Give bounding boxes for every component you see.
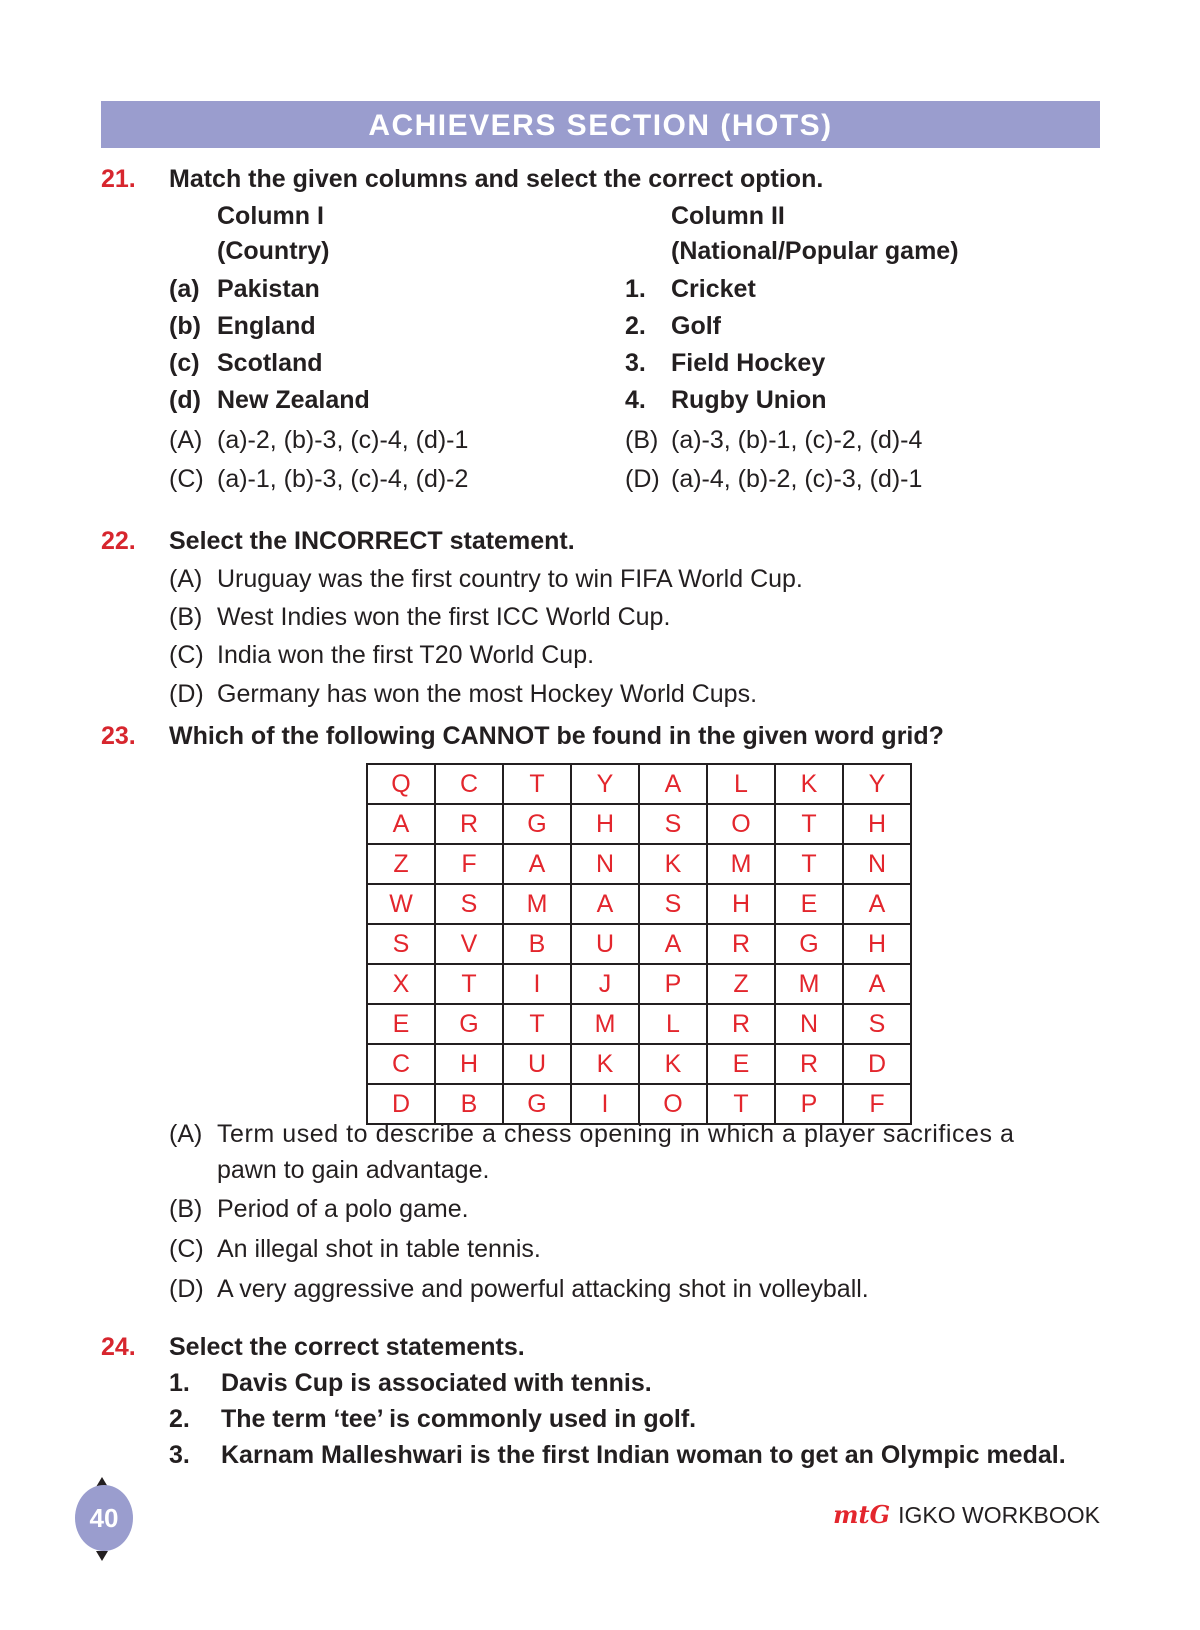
country: New Zealand [217,386,370,414]
grid-row [367,1084,911,1124]
column-1-subheader: (Country) [217,237,330,265]
grid-cell: T [707,1084,775,1124]
grid-cell: X [367,964,435,1004]
grid-cell: H [435,1044,503,1084]
game: Cricket [671,275,756,303]
brand-logo: mtG [833,1500,891,1529]
option-text: (a)-3, (b)-1, (c)-2, (d)-4 [671,426,923,454]
grid-cell: P [639,964,707,1004]
grid-cell: E [707,1044,775,1084]
grid-row [367,764,911,804]
game-number: 1. [625,275,646,303]
grid-row [367,804,911,844]
option-label: (D) [169,680,204,708]
statement-number: 2. [169,1405,190,1433]
grid-cell: N [571,844,639,884]
option-text: An illegal shot in table tennis. [217,1235,541,1263]
footer-brand [833,1500,1100,1529]
statement-number: 3. [169,1441,190,1469]
grid-cell: E [775,884,843,924]
grid-cell: T [435,964,503,1004]
grid-cell: M [503,884,571,924]
option-text: (a)-1, (b)-3, (c)-4, (d)-2 [217,465,469,493]
grid-cell: A [843,964,911,1004]
grid-cell: M [775,964,843,1004]
grid-cell: V [435,924,503,964]
grid-cell: A [571,884,639,924]
grid-cell: A [367,804,435,844]
grid-cell: I [503,964,571,1004]
grid-cell: H [843,804,911,844]
option-text: (a)-2, (b)-3, (c)-4, (d)-1 [217,426,469,454]
statement-text: Karnam Malleshwari is the first Indian woman to get an Olympic medal. [221,1441,1066,1469]
grid-cell: O [639,1084,707,1124]
option-label: (B) [625,426,659,454]
question-number: 21. [101,165,136,193]
grid-cell: B [503,924,571,964]
grid-row [367,924,911,964]
grid-row [367,884,911,924]
grid-cell: L [639,1004,707,1044]
grid-cell: T [775,804,843,844]
option-text: Germany has won the most Hockey World Cups. [217,680,758,708]
statement-number: 1. [169,1369,190,1397]
option-text-line-2: pawn to gain advantage. [217,1156,490,1184]
column-2-subheader: (National/Popular game) [671,237,959,265]
option-label: (D) [169,1275,204,1303]
option-text: Uruguay was the first country to win FIFA World Cup. [217,565,803,593]
option-label: (C) [169,641,204,669]
grid-cell: R [707,1004,775,1044]
grid-cell: S [843,1004,911,1044]
grid-cell: P [775,1084,843,1124]
workbook-title: IGKO WORKBOOK [898,1502,1100,1528]
question-text: Match the given columns and select the correct option. [169,165,824,193]
grid-cell: G [435,1004,503,1044]
statement-text: Davis Cup is associated with tennis. [221,1369,652,1397]
grid-cell: L [707,764,775,804]
grid-cell: W [367,884,435,924]
grid-cell: A [503,844,571,884]
grid-cell: R [775,1044,843,1084]
grid-cell: K [775,764,843,804]
grid-cell: Y [843,764,911,804]
grid-cell: C [367,1044,435,1084]
option-label: (A) [169,1120,203,1148]
option-text: Period of a polo game. [217,1195,469,1223]
grid-cell: U [503,1044,571,1084]
grid-cell: T [775,844,843,884]
country: England [217,312,316,340]
grid-cell: U [571,924,639,964]
grid-cell: K [639,1044,707,1084]
grid-cell: H [843,924,911,964]
grid-row [367,1044,911,1084]
country: Scotland [217,349,323,377]
row-label: (c) [169,349,200,377]
page-number: 40 [75,1485,133,1551]
grid-cell: N [843,844,911,884]
grid-cell: A [639,924,707,964]
game: Field Hockey [671,349,826,377]
grid-cell: Z [367,844,435,884]
grid-cell: M [571,1004,639,1044]
grid-cell: G [503,804,571,844]
question-number: 22. [101,527,136,555]
grid-cell: T [503,1004,571,1044]
grid-cell: Z [707,964,775,1004]
grid-cell: S [435,884,503,924]
grid-cell: R [435,804,503,844]
word-grid [366,763,912,1125]
option-label: (C) [169,465,204,493]
grid-cell: S [639,884,707,924]
grid-cell: G [775,924,843,964]
grid-cell: S [639,804,707,844]
grid-cell: E [367,1004,435,1044]
option-label: (B) [169,603,203,631]
grid-cell: D [367,1084,435,1124]
grid-cell: T [503,764,571,804]
row-label: (d) [169,386,201,414]
game-number: 3. [625,349,646,377]
option-text: (a)-4, (b)-2, (c)-3, (d)-1 [671,465,923,493]
option-text-line-1: Term used to describe a chess opening in which a player sacrifices a [217,1120,1015,1148]
question-text: Select the INCORRECT statement. [169,527,575,555]
question-text: Select the correct statements. [169,1333,525,1361]
section-banner: ACHIEVERS SECTION (HOTS) [101,101,1100,148]
question-text: Which of the following CANNOT be found in the given word grid? [169,722,944,750]
option-text: A very aggressive and powerful attacking shot in volleyball. [217,1275,869,1303]
grid-cell: I [571,1084,639,1124]
grid-cell: Q [367,764,435,804]
grid-row [367,964,911,1004]
option-label: (C) [169,1235,204,1263]
column-1-header: Column I [217,202,324,230]
game: Rugby Union [671,386,827,414]
option-label: (B) [169,1195,203,1223]
row-label: (b) [169,312,201,340]
grid-cell: A [843,884,911,924]
grid-cell: B [435,1084,503,1124]
grid-cell: K [639,844,707,884]
grid-cell: M [707,844,775,884]
question-number: 23. [101,722,136,750]
option-text: West Indies won the first ICC World Cup. [217,603,671,631]
grid-cell: G [503,1084,571,1124]
grid-cell: J [571,964,639,1004]
grid-row [367,1004,911,1044]
game-number: 4. [625,386,646,414]
grid-cell: Y [571,764,639,804]
row-label: (a) [169,275,200,303]
option-label: (A) [169,426,203,454]
grid-cell: C [435,764,503,804]
grid-cell: A [639,764,707,804]
grid-cell: H [571,804,639,844]
grid-cell: R [707,924,775,964]
grid-cell: F [843,1084,911,1124]
grid-cell: K [571,1044,639,1084]
statement-text: The term ‘tee’ is commonly used in golf. [221,1405,697,1433]
country: Pakistan [217,275,320,303]
grid-cell: F [435,844,503,884]
column-2-header: Column II [671,202,785,230]
grid-cell: N [775,1004,843,1044]
grid-cell: H [707,884,775,924]
game: Golf [671,312,721,340]
page-tab-tip-bottom [96,1551,108,1561]
grid-row [367,844,911,884]
game-number: 2. [625,312,646,340]
grid-cell: O [707,804,775,844]
question-number: 24. [101,1333,136,1361]
grid-cell: D [843,1044,911,1084]
option-text: India won the first T20 World Cup. [217,641,595,669]
grid-cell: S [367,924,435,964]
option-label: (D) [625,465,660,493]
option-label: (A) [169,565,203,593]
